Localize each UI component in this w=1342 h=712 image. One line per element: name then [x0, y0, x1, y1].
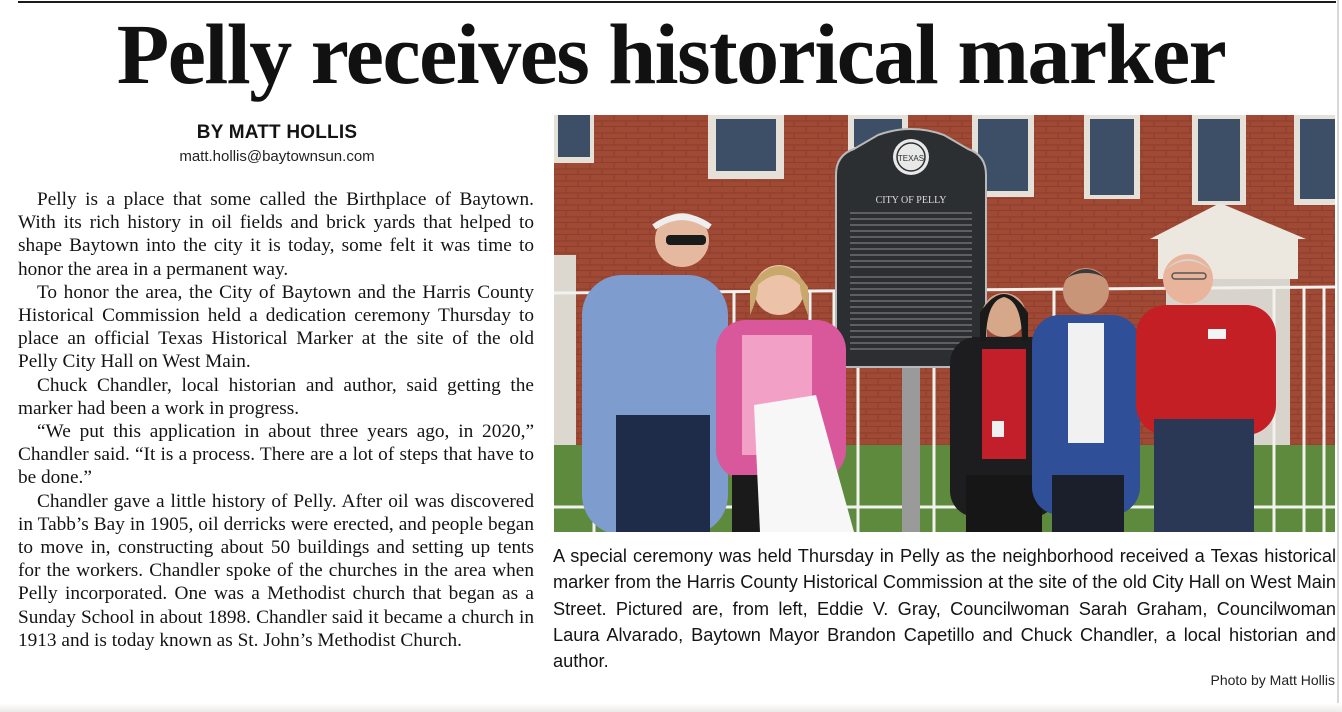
photo-credit: Photo by Matt Hollis [1210, 672, 1335, 688]
top-rule [18, 1, 1336, 3]
article-paragraph: Chandler gave a little history of Pelly. After oil was discovered in Tabb’s Bay in 1905, oil derricks were erected, and people began to move in, constructing about 50 buildings and setting up tents for the workers. Chandler spoke of the churches in the area when Pelly incorporated. One was a Methodist church that began as a Sunday School in about 1898. Chandler said it became a church in 1913 and is today known as St. John’s Methodist Church. [18, 490, 534, 651]
photo-caption: A special ceremony was held Thursday in Pelly as the neighborhood received a Texas historical marker from the Harris County Historical Commission at the site of the old City Hall on West Main Street. Pictured are, from left, Eddie V. Gray, Councilwoman Sarah Graham, Councilwoman Laura Alvarado, Baytown Mayor Brandon Capetillo and Chuck Chandler, a local historian and author. [553, 546, 1336, 672]
headline: Pelly receives historical marker [116, 6, 1226, 102]
page-bottom-shade [0, 703, 1342, 712]
article-paragraph: “We put this application in about three years ago, in 2020,” Chandler said. “It is a process. There are a lot of steps that have to be done.” [18, 421, 534, 489]
ceremony-photo [554, 115, 1335, 532]
author-email[interactable]: matt.hollis@baytownsun.com [179, 148, 375, 165]
marker-title: CITY OF PELLY [875, 195, 947, 206]
marker-post [902, 365, 920, 532]
article-paragraph: To honor the area, the City of Baytown and the Harris County Historical Commission held a dedication ceremony Thursday to place an official Texas Historical Marker at the site of the old Pelly City Hall on West Main. [18, 281, 534, 373]
article-body [18, 188, 534, 652]
page-edge [1337, 0, 1339, 712]
seal-text: TEXAS [897, 154, 925, 163]
byline: BY MATT HOLLIS [196, 122, 358, 143]
photo-illustration [554, 115, 1335, 532]
article-paragraph: Pelly is a place that some called the Birthplace of Baytown. With its rich history in oil fields and brick yards that helped to shape Baytown into the city it is today, some felt it was time to honor the area in a permanent way. [18, 189, 534, 280]
article-paragraph: Chuck Chandler, local historian and author, said getting the marker had been a work in progress. [18, 374, 534, 419]
